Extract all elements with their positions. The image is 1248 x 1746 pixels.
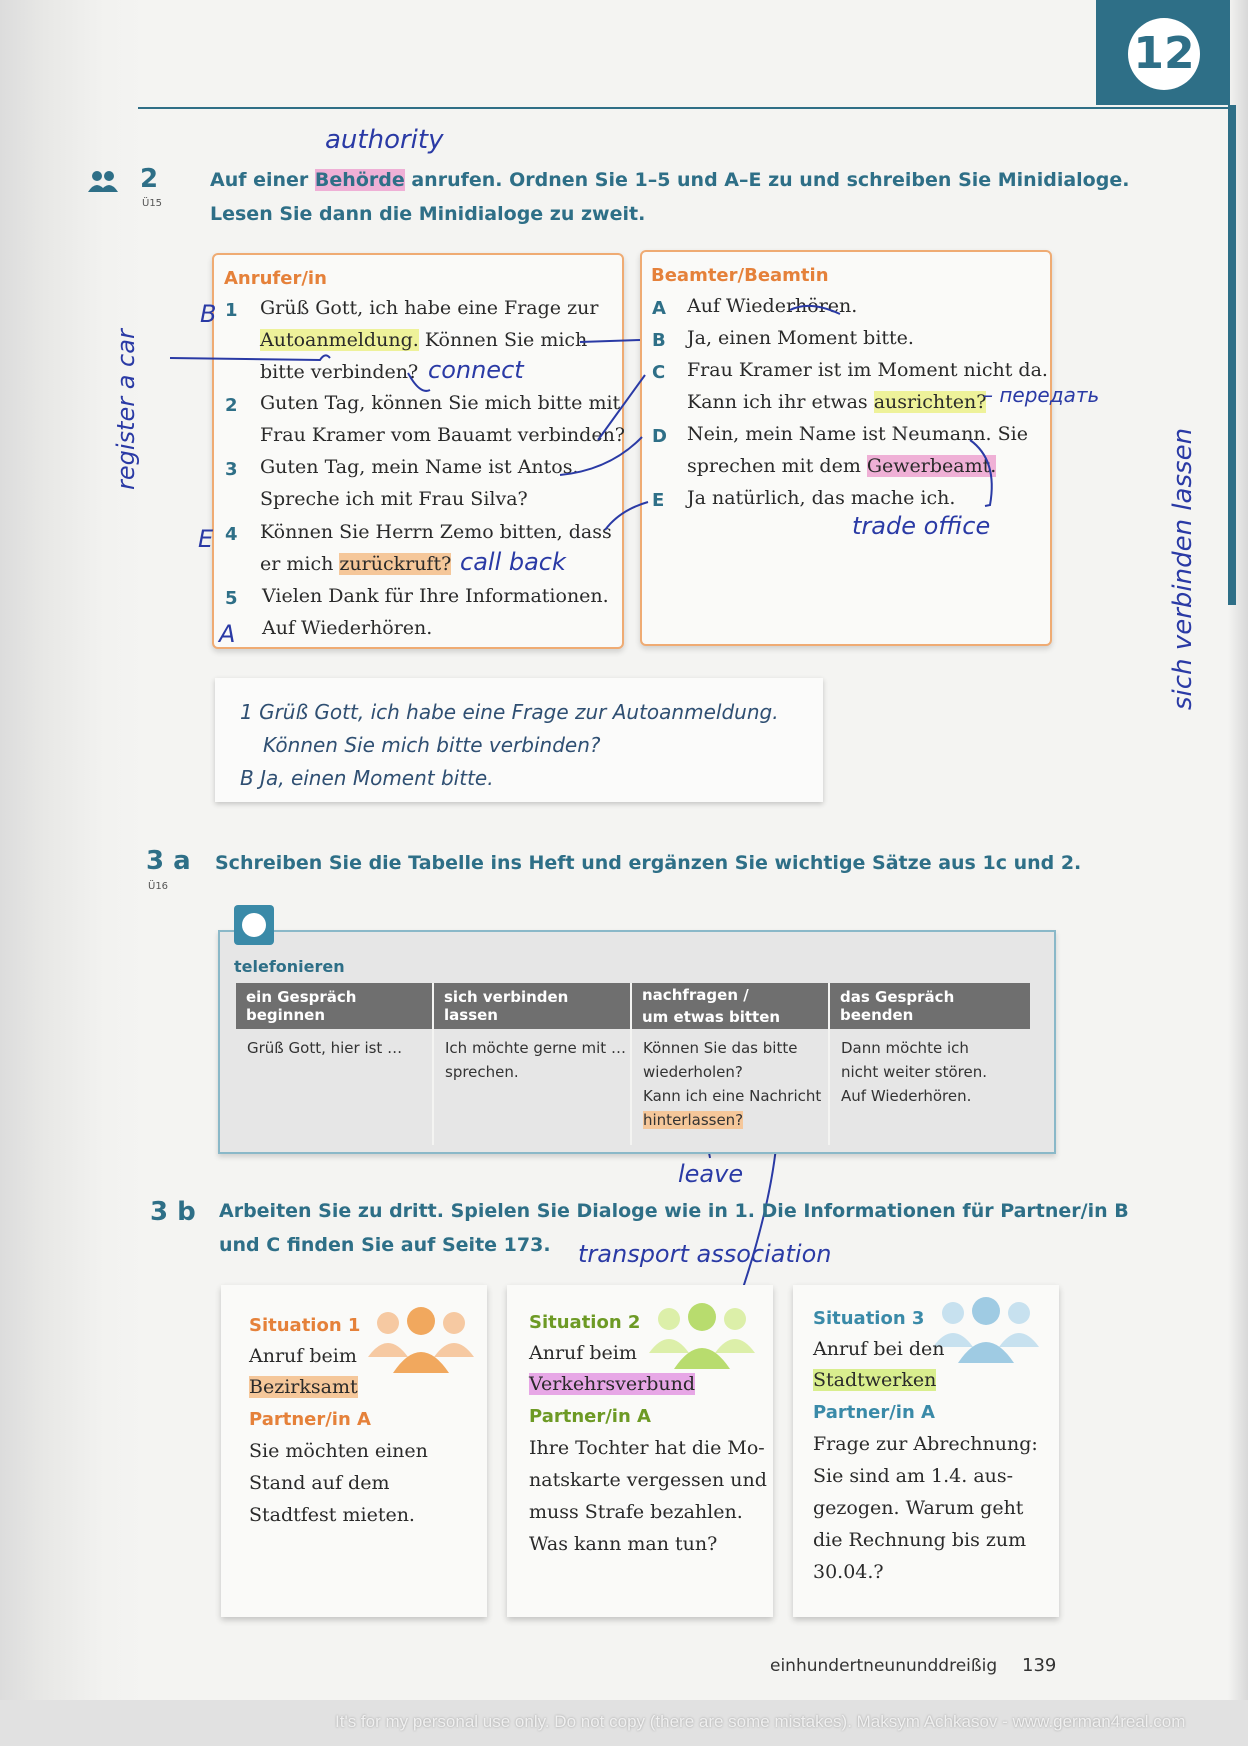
table-cell-end: Dann möchte ich nicht weiter stören. Auf Wiederhören. <box>841 1039 988 1105</box>
situation-3-title: Situation 3 <box>813 1308 925 1329</box>
situation-3-body: 30.04.? <box>813 1561 884 1583</box>
situation-3-line2: Stadtwerken <box>813 1369 937 1391</box>
situation-3-line1: Anruf bei den <box>813 1338 945 1360</box>
example-line-3: B Ja, einen Moment bitte. <box>240 766 494 790</box>
note-connect: connect <box>428 356 524 384</box>
note-e-mark: E <box>198 525 214 553</box>
situation-3-body: gezogen. Warum geht <box>813 1497 1024 1519</box>
note-call-back: call back <box>460 548 566 576</box>
official-E-letter: E <box>652 490 665 511</box>
situation-2-card <box>507 1285 773 1617</box>
page-number: 139 <box>1022 1655 1057 1676</box>
note-sich-verbinden-lassen: sich verbinden lassen <box>1168 427 1198 710</box>
note-transport-association: transport association <box>578 1240 832 1268</box>
table-divider <box>432 983 434 1145</box>
table-label: telefonieren <box>234 957 345 976</box>
table-cell-connect: Ich möchte gerne mit … sprechen. <box>445 1039 626 1081</box>
exercise-3a-ref: Ü16 <box>148 881 169 892</box>
situation-2-title: Situation 2 <box>529 1312 641 1333</box>
situation-2-body: Ihre Tochter hat die Mo- <box>529 1437 765 1459</box>
official-C-line2: Kann ich ihr etwas ausrichten? <box>687 391 987 413</box>
situation-3-partner: Partner/in A <box>813 1402 935 1423</box>
official-D-line2: sprechen mit dem Gewerbeamt. <box>687 455 997 477</box>
situation-2-body: Was kann man tun? <box>529 1533 718 1555</box>
official-B-letter: B <box>652 330 666 351</box>
official-D-line1: Nein, mein Name ist Neumann. Sie <box>687 423 1028 445</box>
table-divider <box>828 983 830 1145</box>
caller-3-line1: Guten Tag, mein Name ist Antos. <box>260 456 579 478</box>
example-line-2: Können Sie mich bitte verbinden? <box>263 733 601 757</box>
caller-1-line1: Grüß Gott, ich habe eine Frage zur <box>260 297 599 319</box>
official-A-line1: Auf Wiederhören. <box>687 295 858 317</box>
situation-1-body: Sie möchten einen <box>249 1440 428 1462</box>
note-register-a-car: register a car <box>112 329 140 490</box>
official-A-letter: A <box>652 298 666 319</box>
situation-2-partner: Partner/in A <box>529 1406 651 1427</box>
situation-3-card <box>793 1285 1059 1617</box>
note-peredat: – передать <box>983 383 1100 407</box>
official-title: Beamter/Beamtin <box>651 265 829 286</box>
caller-1-number: 1 <box>225 300 238 321</box>
caller-title: Anrufer/in <box>224 268 327 289</box>
highlight-behoerde: Behörde <box>314 169 405 191</box>
speech-bubble-icon <box>234 905 274 945</box>
situation-3-body: die Rechnung bis zum <box>813 1529 1027 1551</box>
watermark: It's for my personal use only. Do not copy (there are some mistakes). Maksym Achkasov - www.german4real.com <box>335 1712 1186 1731</box>
note-a-mark: A <box>219 620 236 648</box>
table-header-ask: nachfragen / um etwas bitten <box>632 983 828 1029</box>
exercise-3b-instruction: Arbeiten Sie zu dritt. Spielen Sie Dialoge wie in 1. Die Informationen für Partner/in B und C finden Sie auf Seite 173. <box>219 1200 1129 1256</box>
table-header-start: ein Gespräch beginnen <box>236 983 432 1029</box>
note-authority: authority <box>325 125 444 155</box>
official-C-line1: Frau Kramer ist im Moment nicht da. <box>687 359 1048 381</box>
situation-1-line1: Anruf beim <box>249 1345 357 1367</box>
situation-3-body: Frage zur Abrechnung: <box>813 1433 1038 1455</box>
example-note-paper <box>215 678 823 802</box>
exercise-2-instruction: Auf einer Behörde anrufen. Ordnen Sie 1–5 und A–E zu und schreiben Sie Minidialoge. Lesen Sie dann die Minidialoge zu zweit. <box>210 169 1130 225</box>
situation-1-card <box>221 1285 487 1617</box>
situation-1-partner: Partner/in A <box>249 1409 371 1430</box>
official-D-letter: D <box>652 426 667 447</box>
people-icon <box>931 1297 1041 1369</box>
table-header-connect: sich verbinden lassen <box>434 983 630 1029</box>
situation-1-body: Stadtfest mieten. <box>249 1504 415 1526</box>
caller-5-line2: Auf Wiederhören. <box>262 617 433 639</box>
caller-5-number: 5 <box>225 588 238 609</box>
caller-5-line1: Vielen Dank für Ihre Informationen. <box>262 585 609 607</box>
people-icon <box>647 1303 757 1375</box>
official-C-letter: C <box>652 362 666 383</box>
page-number-words: einhundertneununddreißig <box>770 1656 998 1676</box>
people-icon <box>366 1307 476 1379</box>
table-cell-start: Grüß Gott, hier ist … <box>247 1039 403 1057</box>
caller-1-line2: Autoanmeldung. Können Sie mich <box>260 329 588 351</box>
caller-4-line1: Können Sie Herrn Zemo bitten, dass <box>260 521 612 543</box>
caller-3-line2: Spreche ich mit Frau Silva? <box>260 488 528 510</box>
situation-2-body: muss Strafe bezahlen. <box>529 1501 743 1523</box>
caller-2-line1: Guten Tag, können Sie mich bitte mit <box>260 392 621 414</box>
exercise-3a-instruction: Schreiben Sie die Tabelle ins Heft und ergänzen Sie wichtige Sätze aus 1c und 2. <box>215 852 1082 874</box>
caller-2-line2: Frau Kramer vom Bauamt verbinden? <box>260 424 625 446</box>
note-b-mark: B <box>200 300 217 328</box>
situation-1-body: Stand auf dem <box>249 1472 390 1494</box>
situation-1-line2: Bezirksamt <box>249 1376 358 1398</box>
caller-4-number: 4 <box>225 524 238 545</box>
exercise-3b-number: 3 b <box>150 1197 196 1227</box>
official-E-line1: Ja natürlich, das mache ich. <box>687 487 956 509</box>
note-leave: leave <box>678 1160 744 1188</box>
chapter-number: 12 <box>1128 18 1200 90</box>
example-line-1: 1 Grüß Gott, ich habe eine Frage zur Autoanmeldung. <box>240 700 779 724</box>
situation-2-body: natskarte vergessen und <box>529 1469 767 1491</box>
table-header-end: das Gespräch beenden <box>830 983 1030 1029</box>
caller-3-number: 3 <box>225 459 238 480</box>
exercise-2-number: 2 <box>140 164 159 194</box>
caller-4-line2: er mich zurückruft? <box>260 553 452 575</box>
situation-1-title: Situation 1 <box>249 1315 361 1336</box>
situation-2-line2: Verkehrsverbund <box>529 1373 695 1395</box>
note-trade-office: trade office <box>852 512 991 540</box>
official-B-line1: Ja, einen Moment bitte. <box>687 327 914 349</box>
caller-1-line3: bitte verbinden? <box>260 361 419 383</box>
table-divider <box>630 983 632 1145</box>
exercise-3a-number: 3 a <box>146 846 191 876</box>
table-cell-ask: Können Sie das bitte wiederholen? Kann ich eine Nachricht hinterlassen? <box>643 1039 822 1129</box>
exercise-2-ref: Ü15 <box>142 198 163 209</box>
situation-2-line1: Anruf beim <box>529 1342 637 1364</box>
situation-3-body: Sie sind am 1.4. aus- <box>813 1465 1014 1487</box>
caller-2-number: 2 <box>225 395 238 416</box>
